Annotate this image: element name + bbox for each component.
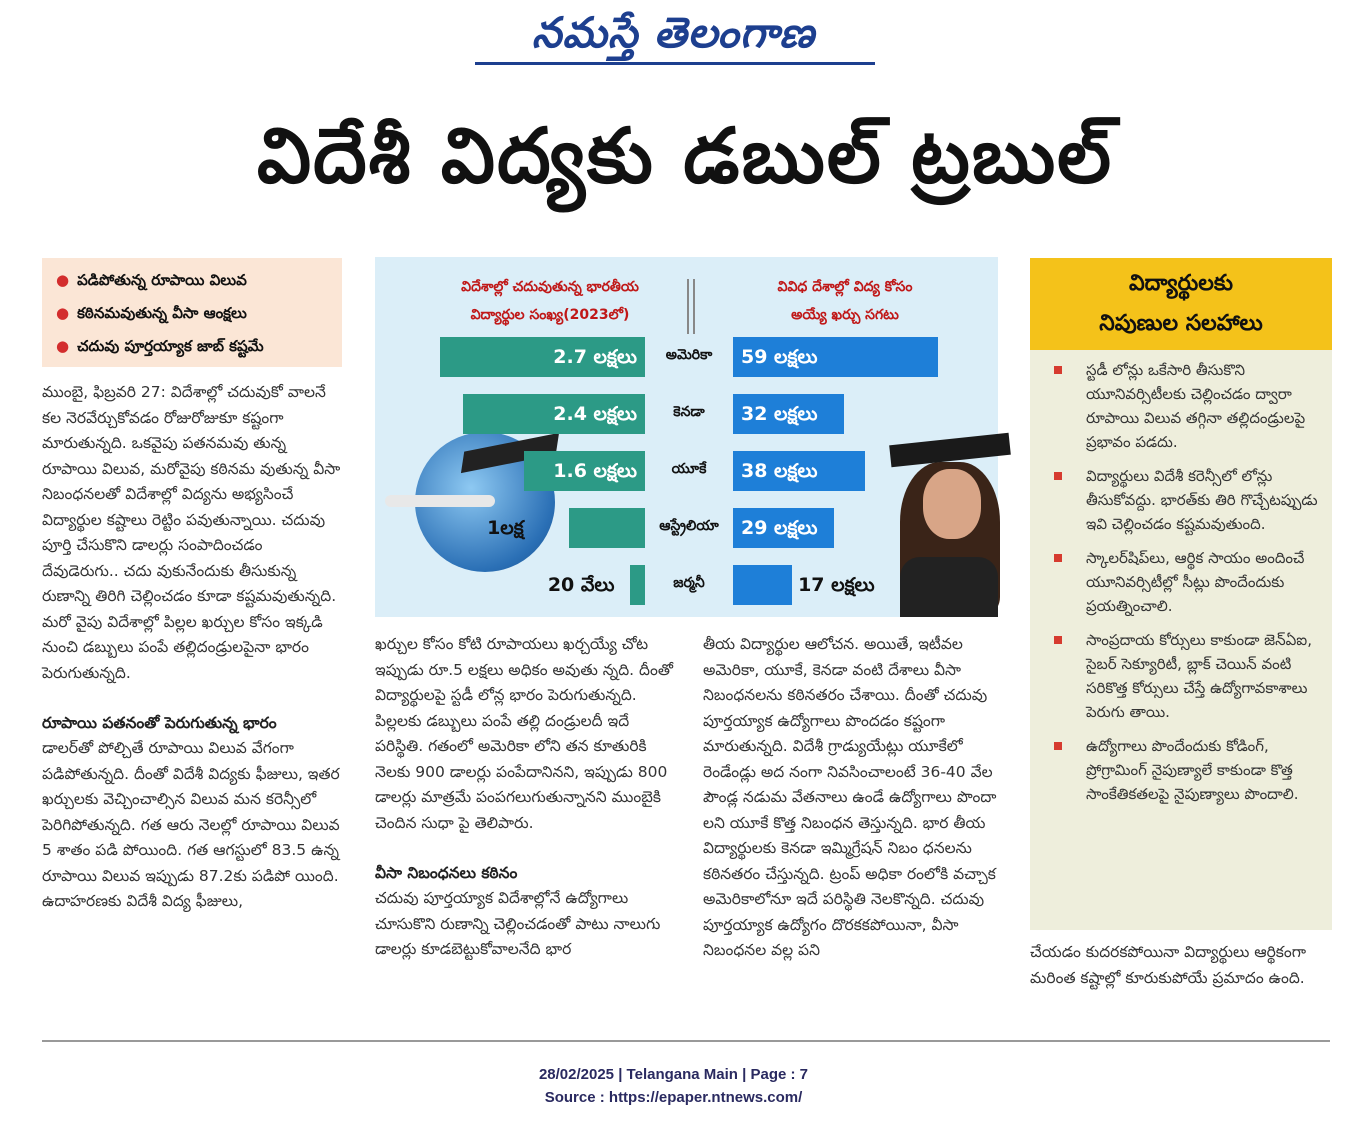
article-column-2: [375, 632, 675, 963]
article-column-4: [1030, 940, 1332, 991]
chart-divider: [687, 279, 689, 334]
article-paragraph: చదువు పూర్తయ్యాక విదేశాల్లోనే ఉద్యోగాలు చూసుకొని రుణాన్ని చెల్లించడంతో పాటు నాలుగు డాలర్లు కూడబెట్టుకోవాలనేది భార: [375, 889, 661, 958]
article-paragraph: చేయడం కుదరకపోయినా విద్యార్థులు ఆర్థికంగా మరింత కష్టాల్లో కూరుకుపోయే ప్రమాదం ఉంది.: [1030, 943, 1307, 987]
tip-item: సాంప్రదాయ కోర్సులు కాకుండా జెన్‌ఏఐ, సైబర్ సెక్యూరిటీ, బ్లాక్ చెయిన్ వంటి సరికొత్త కోర్సులు చేస్తే ఉద్యోగావకాశాలు పెరుగు తాయి.: [1050, 628, 1320, 724]
section-subhead: వీసా నిబంధనలు కఠినం: [375, 864, 518, 882]
article-intro: ముంబై, ఫిబ్రవరి 27: విదేశాల్లో చదువుకో వాలనే కల నెరవేర్చుకోవడం రోజురోజుకూ కష్టంగా మారుతున్నది. ఒకవైపు పతనమవు తున్న రూపాయి విలువ, మరోవైపు కఠినమ వుతున్న వీసా నిబంధనలతో విదేశాల్లో విద్యను అభ్యసించే విద్యార్థుల కష్టాలు రెట్టిం పవుతున్నాయి. చదువు పూర్తి చేసుకొని డాలర్లు సంపాదించడం దేవుడెరుగు.. చదు వుకునేందుకు తీసుకున్న రుణాన్ని తిరిగి చెల్లించడం కూడా కష్టమవుతున్నది. మరో వైపు విదేశాల్లో పిల్లల ఖర్చుల కోసం ఇక్కడి నుంచి డబ్బులు పంపే తల్లిదండ్రులపైనా భారం పెరుగుతున్నది.: [42, 383, 341, 682]
bar-label-students: 1లక్ష: [487, 517, 524, 539]
bullet-square-icon: [1054, 472, 1062, 480]
masthead-underline: [475, 62, 875, 65]
bar-label-cost: 32 లక్షలు: [741, 403, 818, 425]
bar-students: [630, 565, 645, 605]
headline: విదేశీ విద్యకు డబుల్ ట్రబుల్: [256, 111, 1114, 200]
bullet-icon: ●: [56, 271, 70, 289]
footer-divider: [42, 1040, 1330, 1042]
bar-label-cost: 38 లక్షలు: [741, 460, 818, 482]
bullet-icon: ●: [56, 304, 70, 322]
chart-left-title: విదేశాల్లో చదువుతున్న భారతీయ విద్యార్థుల సంఖ్య(2023లో): [461, 279, 639, 323]
bullet-icon: ●: [56, 337, 70, 355]
country-label: యూకే: [671, 461, 707, 477]
chart-right-title: వివిధ దేశాల్లో విద్య కోసం అయ్యే ఖర్చు సగటు: [777, 279, 913, 323]
tip-item: విద్యార్థులు విదేశీ కరెన్సీలో లోన్లు తీసుకోవద్దు. భారత్‌కు తిరి గొచ్చేటప్పుడు ఇవి చెల్లించడం కష్టమవుతుంది.: [1050, 464, 1320, 536]
graduate-gown: [900, 557, 998, 617]
bullet-square-icon: [1054, 554, 1062, 562]
tips-box: [1030, 350, 1332, 930]
country-label: జర్మనీ: [673, 575, 705, 591]
highlight-item: ● చదువు పూర్తయ్యాక జాబ్ కష్టమే: [56, 337, 264, 355]
article-paragraph: ఖర్చుల కోసం కోటి రూపాయలు ఖర్చయ్యే చోట ఇప్పుడు రూ.5 లక్షలు అధికం అవుతు న్నది. దీంతో విద్యార్థులపై స్టడీ లోన్ల భారం పెరుగుతున్నది. పిల్లలకు డబ్బులు పంపే తల్లి దండ్రులదీ ఇదే పరిస్థితి. గతంలో అమెరికా లోని తన కూతురికి నెలకు 900 డాలర్లు పంపేదానినని, ఇప్పుడు 800 డాలర్లు మాత్రమే పంపగలుగుతున్నానని ముంబైకి చెందిన సుధా పై తెలిపారు.: [375, 635, 673, 832]
country-label: అమెరికా: [665, 347, 713, 363]
tip-item: స్టడీ లోన్లు ఒకేసారి తీసుకొని యూనివర్సిటీలకు చెల్లించడం ద్వారా రూపాయి విలువ తగ్గినా తల్లిదండ్రులపై ప్రభావం పడదు.: [1050, 358, 1320, 454]
bar-label-cost: 29 లక్షలు: [741, 517, 818, 539]
masthead-logo: నమస్తే తెలంగాణ: [531, 8, 816, 57]
highlight-item: ● కఠినమవుతున్న వీసా ఆంక్షలు: [56, 304, 247, 322]
country-label: కెనడా: [673, 404, 705, 420]
highlights-box: [42, 258, 342, 367]
article-paragraph: తీయ విద్యార్థుల ఆలోచన. అయితే, ఇటీవల అమెరికా, యూకే, కెనడా వంటి దేశాలు వీసా నిబంధనలను కఠినతరం చేశాయి. దీంతో చదువు పూర్తయ్యాక ఉద్యోగాలు పొందడం కష్టంగా మారుతున్నది. విదేశీ గ్రాడ్యుయేట్లు యూకేలో రెండేండ్లు అద నంగా నివసించాలంటే 36-40 వేల పౌండ్ల నడుమ వేతనాలు ఉండే ఉద్యోగాలు పొందా లని యూకే కొత్త నిబంధన తెస్తున్నది. భార తీయ విద్యార్థులకు కెనడా ఇమ్మిగ్రేషన్ నిబం ధనలను కఠినతరం చేస్తున్నది. ట్రంప్ అధికా రంలోకి వచ్చాక అమెరికాలోనూ ఇదే పరిస్థితి నెలకొన్నది. చదువు పూర్తయ్యాక ఉద్యోగం దొరకకపోయినా, వీసా నిబంధనల వల్ల పని: [703, 635, 997, 959]
bullet-square-icon: [1054, 366, 1062, 374]
bar-label-students: 20 వేలు: [547, 574, 615, 596]
bar-students: [569, 508, 645, 548]
tips-heading: విద్యార్థులకు నిపుణుల సలహాలు: [1030, 258, 1332, 350]
bar-label-cost: 17 లక్షలు: [798, 574, 875, 596]
bar-label-cost: 59 లక్షలు: [741, 346, 818, 368]
bar-label-students: 1.6 లక్షలు: [553, 460, 637, 482]
article-column-1: [42, 380, 342, 915]
country-label: ఆస్ట్రేలియా: [659, 518, 719, 534]
article-column-3: [703, 632, 1003, 964]
bar-label-students: 2.7 లక్షలు: [553, 346, 637, 368]
infographic-chart: [375, 257, 998, 617]
footer-date-line: 28/02/2025 | Telangana Main | Page : 7: [538, 1066, 809, 1083]
bar-cost: [733, 565, 792, 605]
highlight-item: ● పడిపోతున్న రూపాయి విలువ: [56, 271, 247, 289]
chart-divider: [693, 279, 695, 334]
graduate-face: [923, 469, 981, 539]
airplane-icon: [385, 495, 495, 507]
section-subhead: రూపాయి పతనంతో పెరుగుతున్న భారం: [42, 714, 277, 732]
article-paragraph: డాలర్‌తో పోల్చితే రూపాయి విలువ వేగంగా పడిపోతున్నది. దీంతో విదేశీ విద్యకు ఫీజులు, ఇతర ఖర్చులకు వెచ్చించాల్సిన విలువ మన కరెన్సీలో పెరిగిపోతున్నది. గత ఆరు నెలల్లో రూపాయి విలువ 5 శాతం పడి పోయింది. గత ఆగస్టులో 83.5 ఉన్న రూపాయి విలువ ఇప్పుడు 87.2కు పడిపో యింది. ఉదాహరణకు విదేశీ విద్య ఫీజులు,: [42, 739, 340, 910]
bullet-square-icon: [1054, 636, 1062, 644]
tip-item: స్కాలర్‌షిప్‌లు, ఆర్థిక సాయం అందించే యూనివర్సిటీల్లో సీట్లు పొందేందుకు ప్రయత్నించాలి.: [1050, 546, 1320, 618]
footer-source-link[interactable]: Source : https://epaper.ntnews.com/: [544, 1089, 803, 1106]
bar-label-students: 2.4 లక్షలు: [553, 403, 637, 425]
tip-item: ఉద్యోగాలు పొందేందుకు కోడింగ్, ప్రోగ్రామింగ్ నైపుణ్యాలే కాకుండా కొత్త సాంకేతికతలపై నైపుణ్యాలు పొందాలి.: [1050, 734, 1320, 806]
bullet-square-icon: [1054, 742, 1062, 750]
